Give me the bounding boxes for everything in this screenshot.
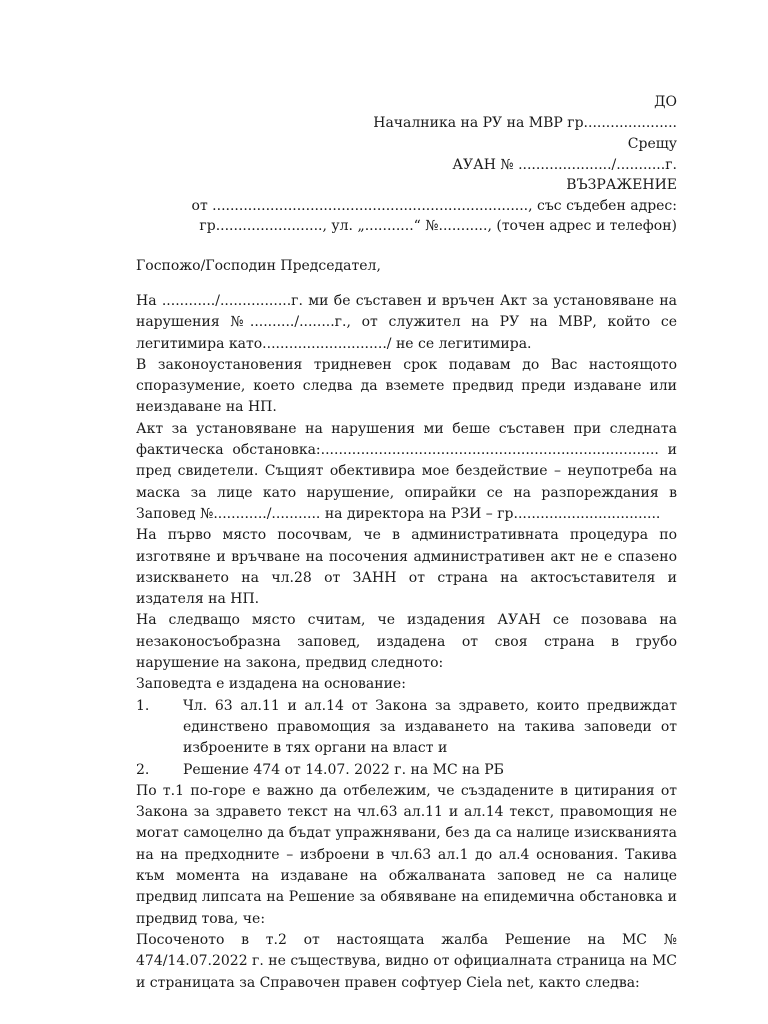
addressee-to: ДО [654,94,677,110]
against-label: Срещу [627,136,677,152]
list-item [136,696,677,760]
list-item-number: 2. [136,761,150,778]
paragraph: На ............/................г. ми бе съставен и връчен Акт за установяване на нарушения №........../........г., от служител на РУ на МВР, който се легитимира като............................/ не се легитимира. [136,293,677,352]
addressee-recipient: Началника на РУ на МВР гр..................... [373,115,677,131]
list-item-text: Решение 474 от 14.07. 2022 г. на МС на РБ [183,761,504,778]
list-item-text: Чл. 63 ал.11 и ал.14 от Закона за здравето, които предвиждат единствено правомощия за издаването на такива заповеди от изброените в тях органи на власт и [183,697,677,757]
sender-address: гр........................, ул. „...........“ №..........., (точен адрес и телефон) [199,218,677,234]
paragraph: Посоченото в т.2 от настоящата жалба Решение на МС № 474/14.07.2022 г. не съществува, видно от официалната страница на МС и страницата за Справочен правен софтуер Ciela net, както следва: [136,931,677,991]
paragraph: На следващо място считам, че издадения АУАН се позовава на незаконосъобразна заповед, издадена от своя страна в грубо нарушение на закона, предвид следното: [136,612,677,672]
paragraph: В законоустановения тридневен срок подавам до Вас настоящото споразумение, което следва да вземете предвид преди издаване или неиздаване на НП. [136,356,677,416]
paragraph: Заповедта е издадена на основание: [136,676,406,693]
sender-line: от ......................................................................., със съдебен адрес: [191,198,677,214]
list-item [136,760,677,781]
paragraph: На първо място посочвам, че в административната процедура по изготвяне и връчване на посочения административен акт не е спазено изискването на чл.28 от ЗАНН от страна на актосъставителя и издателя на НП. [136,527,677,608]
paragraph: По т.1 по-горе е важно да отбележим, че създадените в цитирания от Закона за здравето текст на чл.63 ал.11 и ал.14 текст, правомощия не могат самоцелно да бъдат упражнявани, без да са налице изискванията на на предходните – изброени в чл.63 ал.1 до ал.4 основания. Такива към момента на издаване на обжалваната заповед не са налице предвид липсата на Решение за обявяване на епидемична обстановка и предвид това, че: [136,782,677,927]
paragraph: Акт за установяване на нарушения ми беше съставен при следната фактическа обстановка:............................................................................ и пред свидетели. Същият обективира мое бездействие – неупотреба на маска за лице като нарушение, опирайки се на разпорeждания в Заповед №............/........... на директора на РЗИ – гр................................. [136,420,677,522]
auan-reference: АУАН № ...................../...........г. [452,157,677,173]
body-text [136,291,677,994]
salutation: Госпожо/Господин Председател, [136,258,381,274]
list-item-number: 1. [136,697,150,714]
document-title: ВЪЗРАЖЕНИЕ [566,177,677,193]
